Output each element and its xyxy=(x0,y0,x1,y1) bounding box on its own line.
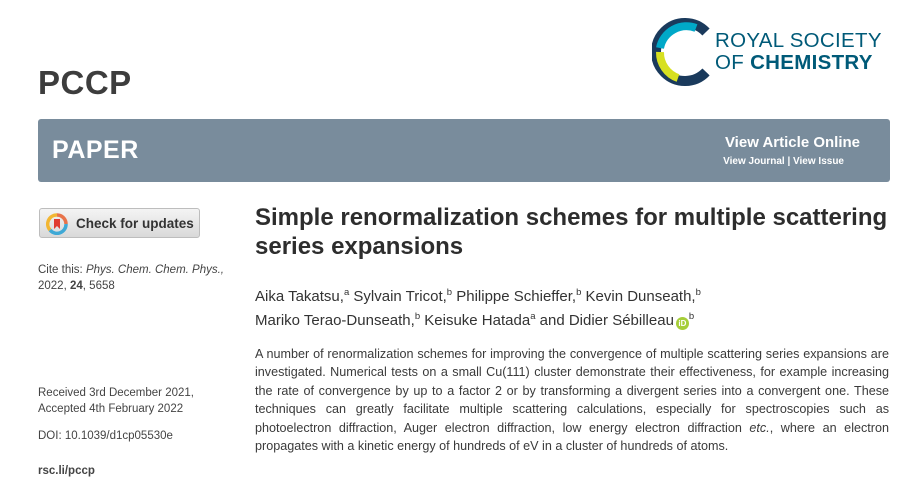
view-article-online-link[interactable]: View Article Online xyxy=(724,134,860,151)
article-type: PAPER xyxy=(52,136,139,164)
view-issue-link[interactable]: View Issue xyxy=(793,156,844,167)
accepted-date: Accepted 4th February 2022 xyxy=(38,403,184,415)
article-dates xyxy=(38,385,194,417)
author-name[interactable]: Mariko Terao-Dunseath, xyxy=(255,312,415,329)
banner-links xyxy=(723,156,844,167)
abstract-part1: A number of renormalization schemes for improving the convergence of multiple scattering series expansions are investigated. Numerical tests on a small Cu(111) cluster demonstrate their effectiveness, for example increasing the rate of convergence by up to a factor 2 or by transforming a divergent series into a convergent one. These techniques can greatly facilitate multiple scattering calculations, especially for spectroscopies such as photoelectron diffraction, Auger electron diffraction, low energy electron diffraction xyxy=(255,347,889,435)
abstract-part2: , where an electron propagates with a kinetic energy of hundreds of eV in a cluster of hundreds of atoms. xyxy=(255,420,889,454)
author-name[interactable]: Philippe Schieffer, xyxy=(452,288,577,305)
view-journal-link[interactable]: View Journal xyxy=(723,156,785,167)
author-affiliation: b xyxy=(688,311,695,322)
rsc-line2 xyxy=(715,52,882,74)
author-list xyxy=(255,283,895,331)
rsc-ring-icon xyxy=(652,18,714,86)
cite-journal: Phys. Chem. Chem. Phys., xyxy=(85,264,224,276)
author-name[interactable]: Kevin Dunseath, xyxy=(581,288,696,305)
abstract xyxy=(255,345,889,455)
author-name[interactable]: and Didier Sébilleau xyxy=(535,312,674,329)
abstract-etc: etc. xyxy=(749,420,770,435)
author-affiliation: b xyxy=(576,287,582,298)
author-affiliation: a xyxy=(343,287,350,298)
banner-separator: | xyxy=(784,156,794,167)
rsc-line2-prefix: OF xyxy=(715,51,745,74)
rsc-line2-bold: CHEMISTRY xyxy=(750,51,873,74)
journal-short-link[interactable]: rsc.li/pccp xyxy=(38,465,95,477)
rsc-wordmark xyxy=(715,30,882,74)
doi[interactable]: DOI: 10.1039/d1cp05530e xyxy=(38,430,173,442)
cite-prefix: Cite this: xyxy=(38,264,83,276)
check-updates-icon xyxy=(46,213,68,235)
author-name[interactable]: Aika Takatsu, xyxy=(255,288,344,305)
article-banner xyxy=(38,119,890,182)
article-title: Simple renormalization schemes for multiple scattering series expansions xyxy=(255,204,888,260)
cite-page: , 5658 xyxy=(82,280,115,292)
author-name[interactable]: Sylvain Tricot, xyxy=(349,288,447,305)
author-affiliation: b xyxy=(695,287,701,298)
citation xyxy=(38,262,238,294)
author-affiliation: b xyxy=(446,287,453,298)
author-affiliation: a xyxy=(530,311,536,322)
rsc-logo[interactable] xyxy=(652,18,892,86)
author-affiliation: b xyxy=(414,311,421,322)
check-for-updates-button[interactable] xyxy=(39,208,200,238)
received-date: Received 3rd December 2021, xyxy=(38,387,194,399)
cite-year: 2022, xyxy=(38,280,67,292)
check-updates-label: Check for updates xyxy=(76,216,194,231)
rsc-line1: ROYAL SOCIETY xyxy=(715,29,882,52)
author-name[interactable]: Keisuke Hatada xyxy=(420,312,531,329)
cite-volume: 24 xyxy=(69,280,83,292)
journal-name: PCCP xyxy=(38,64,132,101)
orcid-icon[interactable]: iD xyxy=(676,317,689,330)
